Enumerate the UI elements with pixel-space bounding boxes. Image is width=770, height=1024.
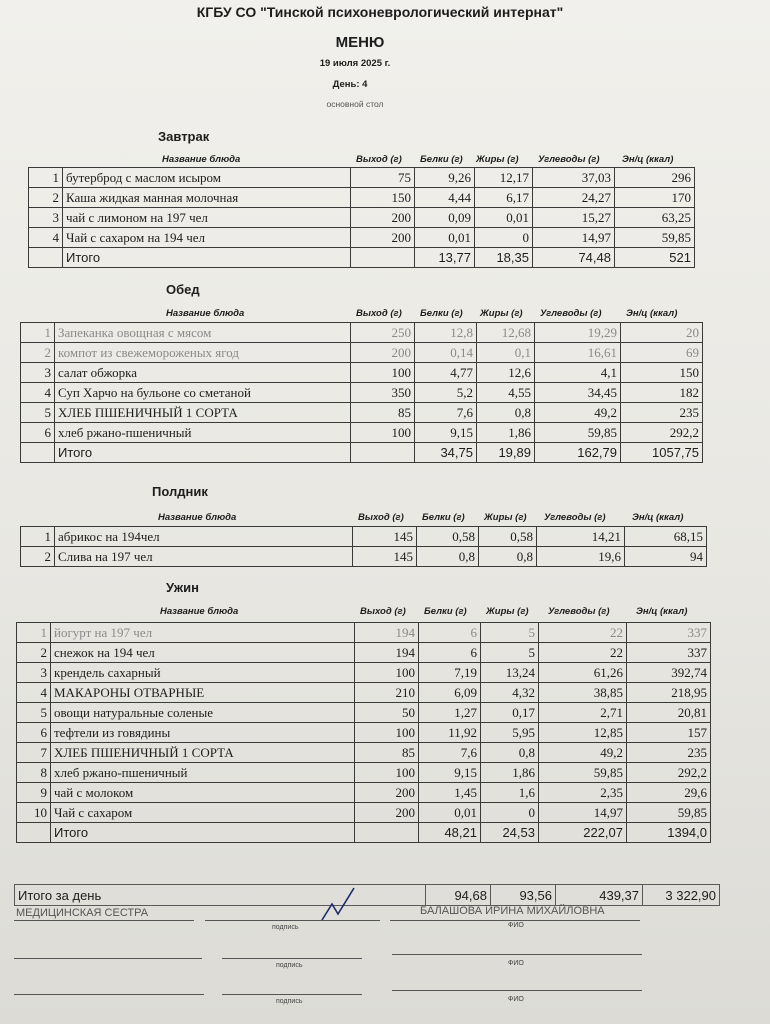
dish-name: йогурт на 197 чел: [51, 623, 355, 643]
column-header-output: Выход (г): [356, 154, 402, 165]
dish-output: 85: [351, 403, 415, 423]
signature-label: подпись: [272, 924, 299, 931]
dish-protein: 9,15: [419, 763, 481, 783]
dish-output: 85: [355, 743, 419, 763]
dish-energy: 63,25: [615, 208, 695, 228]
dish-carbs: 38,85: [539, 683, 627, 703]
column-header-fat: Жиры (г): [484, 512, 527, 523]
menu-row: [17, 723, 711, 743]
row-number: 5: [21, 403, 55, 423]
row-number: 1: [21, 323, 55, 343]
dish-carbs: 34,45: [535, 383, 621, 403]
dish-name: ХЛЕБ ПШЕНИЧНЫЙ 1 СОРТА: [51, 743, 355, 763]
dish-fat: 5: [481, 643, 539, 663]
dish-fat: 12,17: [475, 168, 533, 188]
signature-line: [14, 958, 202, 959]
dish-protein: 0,01: [419, 803, 481, 823]
lunch-table: [20, 322, 703, 463]
fio-label: ФИО: [508, 922, 524, 929]
column-header-fat: Жиры (г): [480, 308, 523, 319]
dish-protein: 7,6: [419, 743, 481, 763]
dish-energy: 59,85: [615, 228, 695, 248]
day-total-fat: 93,56: [491, 885, 556, 906]
menu-row: [21, 383, 703, 403]
menu-title: МЕНЮ: [335, 34, 385, 51]
column-header-energy: Эн/ц (ккал): [636, 606, 688, 617]
dish-output: 75: [351, 168, 415, 188]
dish-output: 200: [355, 803, 419, 823]
dish-protein: 12,8: [415, 323, 477, 343]
row-number: 3: [17, 663, 51, 683]
signature-line: [392, 954, 642, 955]
signature-line: [222, 958, 362, 959]
dish-energy: 235: [621, 403, 703, 423]
total-output: [351, 443, 415, 463]
menu-row: [17, 783, 711, 803]
lunch-title: Обед: [166, 282, 200, 297]
column-header-output: Выход (г): [358, 512, 404, 523]
dish-energy: 157: [627, 723, 711, 743]
breakfast-title: Завтрак: [158, 129, 210, 144]
dish-output: 200: [351, 208, 415, 228]
dish-name: Каша жидкая манная молочная: [63, 188, 351, 208]
total-output: [351, 248, 415, 268]
dish-protein: 7,6: [415, 403, 477, 423]
signature-line: [14, 994, 204, 995]
row-number: 2: [29, 188, 63, 208]
column-header-carbs: Углеводы (г): [540, 308, 602, 319]
dish-carbs: 49,2: [535, 403, 621, 423]
dish-energy: 182: [621, 383, 703, 403]
dish-name: снежок на 194 чел: [51, 643, 355, 663]
dinner-title: Ужин: [166, 580, 199, 595]
column-header-energy: Эн/ц (ккал): [626, 308, 678, 319]
signature-role: МЕДИЦИНСКАЯ СЕСТРА: [16, 907, 149, 919]
row-number: 4: [17, 683, 51, 703]
dish-energy: 337: [627, 623, 711, 643]
total-fat: 18,35: [475, 248, 533, 268]
dish-output: 194: [355, 643, 419, 663]
dish-energy: 94: [625, 547, 707, 567]
dish-output: 100: [351, 423, 415, 443]
row-number: 9: [17, 783, 51, 803]
dish-name: ХЛЕБ ПШЕНИЧНЫЙ 1 СОРТА: [55, 403, 351, 423]
dish-carbs: 24,27: [533, 188, 615, 208]
total-label: Итого: [63, 248, 351, 268]
dish-carbs: 59,85: [535, 423, 621, 443]
dish-name: салат обжорка: [55, 363, 351, 383]
dish-energy: 292,2: [627, 763, 711, 783]
dish-fat: 1,86: [481, 763, 539, 783]
dish-energy: 68,15: [625, 527, 707, 547]
menu-row: [21, 323, 703, 343]
menu-row: [17, 683, 711, 703]
dish-protein: 5,2: [415, 383, 477, 403]
menu-row: [21, 343, 703, 363]
day-total-table: [14, 884, 720, 906]
menu-row: [17, 703, 711, 723]
total-energy: 1394,0: [627, 823, 711, 843]
total-carbs: 162,79: [535, 443, 621, 463]
dish-energy: 296: [615, 168, 695, 188]
dish-name: Чай с сахаром: [51, 803, 355, 823]
total-row: [21, 443, 703, 463]
menu-row: [29, 208, 695, 228]
dish-carbs: 4,1: [535, 363, 621, 383]
row-number: 6: [17, 723, 51, 743]
column-header-name: Название блюда: [162, 154, 241, 165]
total-energy: 521: [615, 248, 695, 268]
dish-name: чай с молоком: [51, 783, 355, 803]
signature-line: [222, 994, 362, 995]
dish-energy: 29,6: [627, 783, 711, 803]
signature-name: БАЛАШОВА ИРИНА МИХАЙЛОВНА: [420, 905, 605, 917]
dish-fat: 0,8: [479, 547, 537, 567]
dish-carbs: 15,27: [533, 208, 615, 228]
dish-protein: 0,58: [417, 527, 479, 547]
dish-protein: 0,09: [415, 208, 475, 228]
dish-fat: 12,68: [477, 323, 535, 343]
menu-row: [17, 763, 711, 783]
signature-scribble: [318, 884, 358, 924]
total-label: Итого: [55, 443, 351, 463]
dish-energy: 292,2: [621, 423, 703, 443]
snack-title: Полдник: [152, 484, 208, 499]
dish-protein: 0,01: [415, 228, 475, 248]
menu-row: [17, 743, 711, 763]
dish-protein: 6: [419, 623, 481, 643]
day-total-label: Итого за день: [15, 885, 426, 906]
dish-protein: 11,92: [419, 723, 481, 743]
dish-fat: 13,24: [481, 663, 539, 683]
dish-protein: 0,8: [417, 547, 479, 567]
day-total-energy: 3 322,90: [643, 885, 720, 906]
dish-name: Запеканка овощная с мясом: [55, 323, 351, 343]
menu-row: [21, 547, 707, 567]
dish-output: 350: [351, 383, 415, 403]
row-number: 1: [17, 623, 51, 643]
dish-carbs: 19,6: [537, 547, 625, 567]
total-carbs: 222,07: [539, 823, 627, 843]
day-total-row: [15, 885, 720, 906]
total-protein: 34,75: [415, 443, 477, 463]
dish-fat: 0,01: [475, 208, 533, 228]
dish-fat: 1,86: [477, 423, 535, 443]
dish-fat: 4,55: [477, 383, 535, 403]
dish-energy: 59,85: [627, 803, 711, 823]
column-header-output: Выход (г): [360, 606, 406, 617]
total-protein: 48,21: [419, 823, 481, 843]
dish-protein: 9,26: [415, 168, 475, 188]
dish-name: компот из свежемороженых ягод: [55, 343, 351, 363]
signature-line: [14, 920, 194, 921]
menu-row: [21, 423, 703, 443]
menu-row: [21, 527, 707, 547]
column-header-energy: Эн/ц (ккал): [622, 154, 674, 165]
dish-energy: 20,81: [627, 703, 711, 723]
dish-output: 200: [351, 228, 415, 248]
dish-fat: 0,8: [477, 403, 535, 423]
row-number: 1: [29, 168, 63, 188]
menu-date: 19 июля 2025 г.: [319, 58, 391, 69]
dish-carbs: 2,35: [539, 783, 627, 803]
dish-carbs: 61,26: [539, 663, 627, 683]
dish-carbs: 16,61: [535, 343, 621, 363]
dish-fat: 12,6: [477, 363, 535, 383]
row-number: 2: [17, 643, 51, 663]
dish-energy: 69: [621, 343, 703, 363]
dish-output: 100: [355, 663, 419, 683]
dish-energy: 218,95: [627, 683, 711, 703]
dish-carbs: 12,85: [539, 723, 627, 743]
row-number: 8: [17, 763, 51, 783]
row-number: 10: [17, 803, 51, 823]
breakfast-table: [28, 167, 695, 268]
dish-fat: 5: [481, 623, 539, 643]
dish-output: 150: [351, 188, 415, 208]
menu-row: [17, 623, 711, 643]
organization-title: КГБУ СО "Тинской психоневрологический интернат": [196, 4, 564, 20]
signature-line: [392, 990, 642, 991]
dish-name: Слива на 197 чел: [55, 547, 353, 567]
dish-fat: 5,95: [481, 723, 539, 743]
column-header-fat: Жиры (г): [476, 154, 519, 165]
dish-fat: 0,58: [479, 527, 537, 547]
dish-protein: 4,44: [415, 188, 475, 208]
dish-energy: 337: [627, 643, 711, 663]
dish-fat: 0: [475, 228, 533, 248]
menu-row: [17, 663, 711, 683]
table-type: основной стол: [326, 99, 384, 109]
dish-carbs: 14,97: [539, 803, 627, 823]
dish-protein: 6,09: [419, 683, 481, 703]
dish-carbs: 14,21: [537, 527, 625, 547]
row-number: 4: [29, 228, 63, 248]
dish-energy: 392,74: [627, 663, 711, 683]
dish-energy: 20: [621, 323, 703, 343]
dish-protein: 7,19: [419, 663, 481, 683]
dish-output: 100: [355, 723, 419, 743]
row-number: [21, 443, 55, 463]
dish-name: овощи натуральные соленые: [51, 703, 355, 723]
dish-name: чай с лимоном на 197 чел: [63, 208, 351, 228]
signature-label: подпись: [276, 998, 303, 1005]
dish-protein: 4,77: [415, 363, 477, 383]
dish-name: бутерброд с маслом исыром: [63, 168, 351, 188]
total-protein: 13,77: [415, 248, 475, 268]
row-number: 3: [29, 208, 63, 228]
dish-output: 250: [351, 323, 415, 343]
row-number: 1: [21, 527, 55, 547]
row-number: [29, 248, 63, 268]
menu-row: [29, 188, 695, 208]
row-number: 7: [17, 743, 51, 763]
dish-name: МАКАРОНЫ ОТВАРНЫЕ: [51, 683, 355, 703]
dish-output: 100: [351, 363, 415, 383]
dish-output: 50: [355, 703, 419, 723]
dish-name: хлеб ржано-пшеничный: [51, 763, 355, 783]
row-number: 2: [21, 343, 55, 363]
dish-fat: 4,32: [481, 683, 539, 703]
column-header-protein: Белки (г): [420, 154, 463, 165]
signature-label: подпись: [276, 962, 303, 969]
row-number: [17, 823, 51, 843]
menu-day: День: 4: [332, 79, 368, 90]
dish-name: абрикос на 194чел: [55, 527, 353, 547]
row-number: 2: [21, 547, 55, 567]
column-header-protein: Белки (г): [420, 308, 463, 319]
column-header-output: Выход (г): [356, 308, 402, 319]
dish-name: тефтели из говядины: [51, 723, 355, 743]
total-fat: 19,89: [477, 443, 535, 463]
dish-fat: 1,6: [481, 783, 539, 803]
menu-row: [21, 403, 703, 423]
dish-name: хлеб ржано-пшеничный: [55, 423, 351, 443]
column-header-protein: Белки (г): [422, 512, 465, 523]
column-header-name: Название блюда: [160, 606, 239, 617]
column-header-name: Название блюда: [158, 512, 237, 523]
dish-fat: 0,17: [481, 703, 539, 723]
dish-carbs: 14,97: [533, 228, 615, 248]
dish-carbs: 22: [539, 643, 627, 663]
menu-row: [21, 363, 703, 383]
column-header-energy: Эн/ц (ккал): [632, 512, 684, 523]
column-header-carbs: Углеводы (г): [538, 154, 600, 165]
dish-carbs: 22: [539, 623, 627, 643]
dish-name: крендель сахарный: [51, 663, 355, 683]
dish-fat: 6,17: [475, 188, 533, 208]
row-number: 6: [21, 423, 55, 443]
total-output: [355, 823, 419, 843]
dish-output: 200: [355, 783, 419, 803]
column-header-fat: Жиры (г): [486, 606, 529, 617]
dish-protein: 0,14: [415, 343, 477, 363]
dish-protein: 6: [419, 643, 481, 663]
dish-energy: 235: [627, 743, 711, 763]
dish-output: 200: [351, 343, 415, 363]
dish-name: Чай с сахаром на 194 чел: [63, 228, 351, 248]
column-header-protein: Белки (г): [424, 606, 467, 617]
total-row: [29, 248, 695, 268]
dish-protein: 9,15: [415, 423, 477, 443]
dish-carbs: 37,03: [533, 168, 615, 188]
total-energy: 1057,75: [621, 443, 703, 463]
row-number: 4: [21, 383, 55, 403]
dish-energy: 170: [615, 188, 695, 208]
fio-label: ФИО: [508, 960, 524, 967]
dish-fat: 0,8: [481, 743, 539, 763]
dish-energy: 150: [621, 363, 703, 383]
column-header-name: Название блюда: [166, 308, 245, 319]
day-total-carbs: 439,37: [556, 885, 643, 906]
day-total-protein: 94,68: [426, 885, 491, 906]
dish-output: 145: [353, 527, 417, 547]
column-header-carbs: Углеводы (г): [544, 512, 606, 523]
dish-output: 194: [355, 623, 419, 643]
menu-row: [29, 168, 695, 188]
row-number: 5: [17, 703, 51, 723]
menu-row: [17, 643, 711, 663]
dish-carbs: 49,2: [539, 743, 627, 763]
signature-line: [390, 920, 640, 921]
total-carbs: 74,48: [533, 248, 615, 268]
dish-carbs: 2,71: [539, 703, 627, 723]
dish-fat: 0,1: [477, 343, 535, 363]
dish-output: 210: [355, 683, 419, 703]
total-fat: 24,53: [481, 823, 539, 843]
fio-label: ФИО: [508, 996, 524, 1003]
menu-row: [29, 228, 695, 248]
dish-carbs: 59,85: [539, 763, 627, 783]
dish-name: Суп Харчо на бульоне со сметаной: [55, 383, 351, 403]
menu-row: [17, 803, 711, 823]
dish-output: 100: [355, 763, 419, 783]
dish-carbs: 19,29: [535, 323, 621, 343]
row-number: 3: [21, 363, 55, 383]
dish-fat: 0: [481, 803, 539, 823]
column-header-carbs: Углеводы (г): [548, 606, 610, 617]
total-label: Итого: [51, 823, 355, 843]
dish-protein: 1,27: [419, 703, 481, 723]
dish-output: 145: [353, 547, 417, 567]
snack-table: [20, 526, 707, 567]
dish-protein: 1,45: [419, 783, 481, 803]
total-row: [17, 823, 711, 843]
dinner-table: [16, 622, 711, 843]
